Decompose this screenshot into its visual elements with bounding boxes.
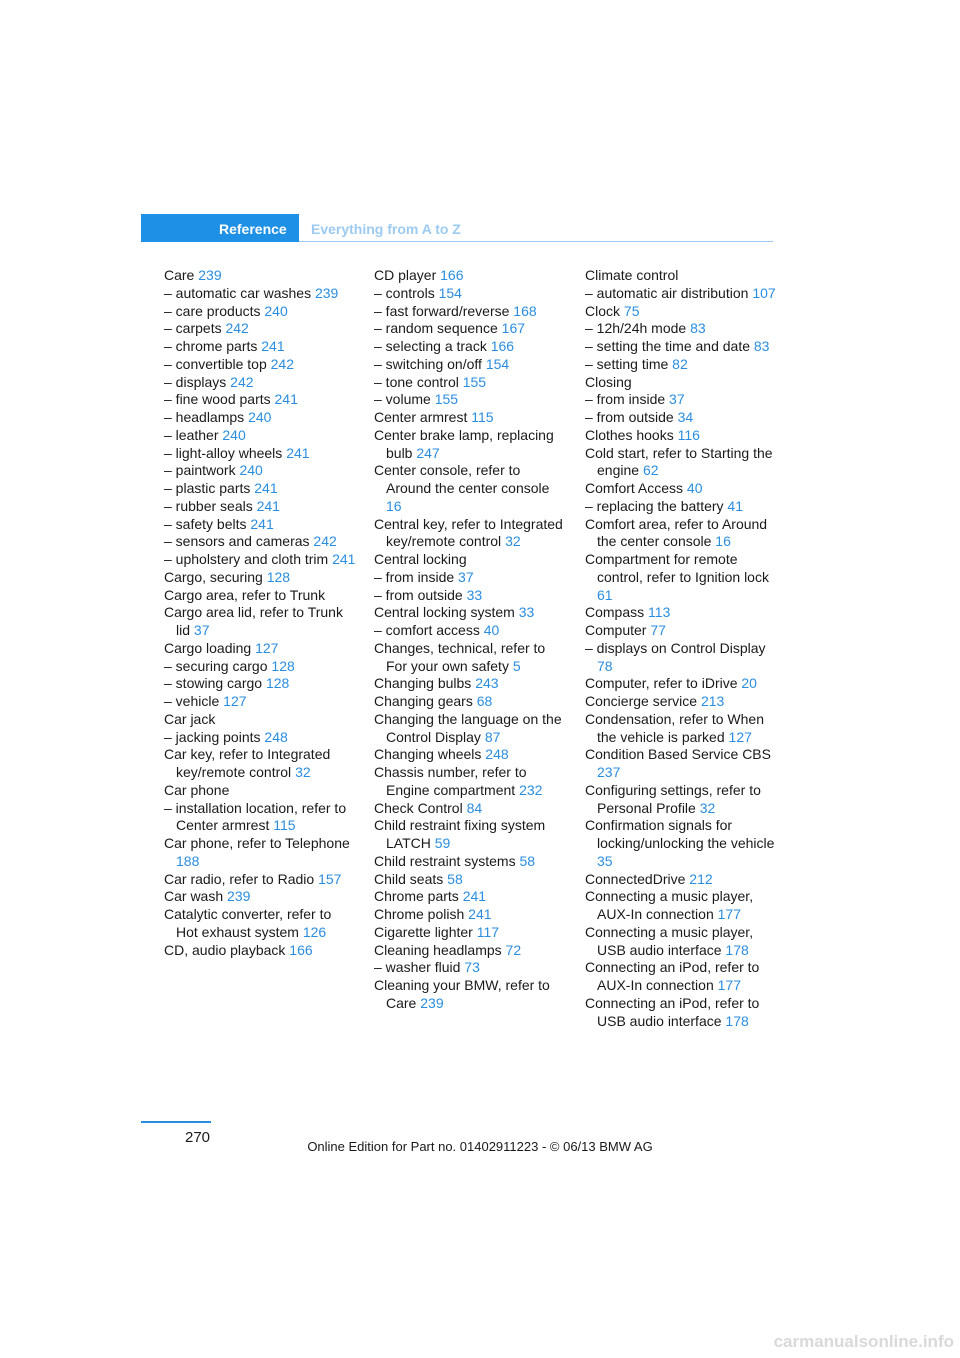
index-term: – automatic air distribution	[585, 284, 749, 301]
index-entry	[374, 942, 566, 960]
index-entry	[374, 853, 566, 871]
header-chapter-title: Everything from A to Z	[311, 221, 461, 237]
page-reference-link[interactable]: 117	[476, 923, 500, 940]
page-reference-link[interactable]: 178	[725, 941, 749, 958]
index-term: Changing gears	[374, 693, 473, 709]
index-entry	[164, 569, 356, 587]
edition-note-text: Online Edition for Part no. 01402911223 - © 06/13 BMW AG	[307, 1139, 653, 1154]
index-term: Child seats	[374, 870, 444, 887]
page-reference-link[interactable]: 243	[475, 675, 499, 692]
index-term: – setting time	[585, 355, 669, 372]
index-term: Clothes hooks	[585, 426, 674, 443]
page-reference-link[interactable]: 242	[225, 320, 249, 337]
index-entry	[164, 338, 356, 356]
page-reference-link[interactable]: 240	[248, 409, 272, 425]
page-reference-link[interactable]: 32	[295, 764, 311, 780]
index-entry	[585, 445, 777, 481]
index-entry	[585, 995, 777, 1031]
index-term: – upholstery and cloth trim	[164, 551, 329, 567]
index-term: – headlamps	[164, 409, 245, 425]
index-term: Check Control	[374, 799, 463, 816]
index-term: – stowing cargo	[164, 675, 263, 692]
page-reference-link[interactable]: 241	[256, 497, 280, 514]
index-entry	[585, 391, 777, 409]
index-entry	[164, 480, 356, 498]
index-term: – vehicle	[164, 693, 220, 709]
index-entry	[374, 320, 566, 338]
page-reference-link[interactable]: 83	[690, 320, 706, 337]
index-entry	[374, 604, 566, 622]
index-entry	[164, 604, 356, 640]
index-term: Central locking	[374, 551, 467, 567]
index-term: Closing	[585, 373, 632, 390]
index-term: Condensation, refer to When the vehicle is parked	[585, 710, 764, 745]
index-entry	[585, 622, 777, 640]
page-reference-link[interactable]: 37	[458, 568, 474, 585]
index-term: – light-alloy wheels	[164, 444, 283, 461]
page-reference-link[interactable]: 247	[416, 444, 440, 461]
index-entry	[374, 267, 566, 285]
page-reference-link[interactable]: 248	[485, 746, 509, 763]
index-term: Clock	[585, 302, 621, 319]
index-term: – securing cargo	[164, 657, 268, 674]
page-reference-link[interactable]: 240	[222, 426, 246, 443]
page-reference-link[interactable]: 62	[642, 462, 659, 479]
index-entry	[585, 303, 777, 321]
page-reference-link[interactable]: 107	[752, 284, 776, 301]
page-reference-link[interactable]: 126	[302, 923, 327, 940]
page-reference-link[interactable]: 83	[753, 338, 770, 354]
page-reference-link[interactable]: 37	[193, 622, 210, 638]
index-term: – setting the time and date	[585, 338, 750, 354]
index-term: Computer, refer to iDrive	[585, 675, 738, 692]
index-term: – leather	[164, 426, 219, 443]
page-reference-link[interactable]: 177	[717, 977, 741, 993]
index-entry	[164, 675, 356, 693]
index-entry	[164, 462, 356, 480]
page-reference-link[interactable]: 239	[198, 267, 222, 283]
index-entry	[164, 391, 356, 409]
index-term: Cleaning headlamps	[374, 941, 502, 958]
index-entry	[585, 498, 777, 516]
page-reference-link[interactable]: 241	[468, 906, 492, 922]
page-reference-link[interactable]: 178	[725, 1012, 749, 1029]
footer-rule	[141, 1121, 211, 1123]
page-reference-link[interactable]: 241	[462, 888, 487, 905]
index-term: Central locking system	[374, 604, 515, 621]
index-term: – rubber seals	[164, 497, 253, 514]
index-entry	[374, 391, 566, 409]
index-entry	[374, 693, 566, 711]
index-entry	[374, 569, 566, 587]
index-term: Comfort Access	[585, 480, 684, 496]
index-entry	[164, 356, 356, 374]
index-entry	[585, 604, 777, 622]
index-entry	[374, 374, 566, 392]
page-reference-link[interactable]: 33	[466, 586, 483, 603]
page-reference-link[interactable]: 241	[286, 444, 310, 461]
index-term: Connecting a music player, USB audio interface	[585, 923, 754, 958]
index-term: – displays	[164, 373, 227, 390]
index-term: Chassis number, refer to Engine compartment	[374, 764, 527, 798]
index-term: – from outside	[374, 586, 463, 603]
page-reference-link[interactable]: 241	[332, 551, 356, 567]
index-entry	[585, 640, 777, 676]
page-reference-link[interactable]: 242	[313, 533, 337, 550]
index-entry	[374, 640, 566, 676]
index-entry	[585, 924, 777, 960]
index-term: – paintwork	[164, 462, 236, 479]
page-reference-link[interactable]: 75	[623, 302, 640, 319]
index-term: Compass	[585, 604, 645, 621]
index-entry	[374, 817, 566, 853]
page-reference-link[interactable]: 168	[513, 302, 537, 319]
index-term: – selecting a track	[374, 338, 487, 354]
index-entry	[164, 746, 356, 782]
index-column-1	[164, 267, 356, 959]
index-entry	[164, 888, 356, 906]
index-entry	[374, 516, 566, 552]
index-term: – jacking points	[164, 728, 261, 745]
index-term: Changing bulbs	[374, 675, 472, 692]
page-reference-link[interactable]: 87	[484, 728, 501, 745]
index-term: Car phone	[164, 781, 230, 798]
index-term: Care	[164, 267, 195, 283]
page-reference-link[interactable]: 155	[462, 373, 487, 390]
index-entry	[585, 746, 777, 782]
index-term: – convertible top	[164, 355, 267, 372]
index-term: – from inside	[374, 568, 455, 585]
index-entry	[164, 587, 356, 605]
index-term: – safety belts	[164, 515, 247, 532]
index-entry	[585, 338, 777, 356]
index-term: Concierge service	[585, 693, 698, 709]
index-entry	[374, 959, 566, 977]
index-term: Cigarette lighter	[374, 923, 473, 940]
index-term: Cold start, refer to Starting the engine	[585, 444, 773, 479]
index-entry	[585, 888, 777, 924]
index-term: Confirmation signals for locking/unlocking the vehicle	[585, 817, 775, 851]
index-term: – volume	[374, 391, 431, 408]
index-term: Child restraint fixing system LATCH	[374, 817, 546, 851]
index-entry	[164, 942, 356, 960]
index-term: – plastic parts	[164, 480, 251, 496]
index-entry	[585, 782, 777, 818]
index-entry	[374, 924, 566, 942]
index-entry	[585, 480, 777, 498]
index-entry	[164, 409, 356, 427]
index-entry	[164, 285, 356, 303]
index-term: – displays on Control Display	[585, 639, 766, 656]
index-entry	[164, 693, 356, 711]
index-entry	[374, 711, 566, 747]
index-term: – installation location, refer to Center armrest	[164, 799, 347, 834]
page-reference-link[interactable]: 68	[476, 693, 493, 709]
index-term: Climate control	[585, 267, 679, 283]
index-entry	[164, 906, 356, 942]
page-reference-link[interactable]: 16	[386, 497, 402, 514]
index-term: – carpets	[164, 320, 222, 337]
page-reference-link[interactable]: 61	[597, 586, 613, 603]
index-term: Chrome polish	[374, 906, 465, 922]
page-reference-link[interactable]: 154	[438, 284, 462, 301]
page-reference-link[interactable]: 155	[434, 391, 459, 408]
page-reference-link[interactable]: 127	[223, 693, 247, 709]
page-reference-link[interactable]: 240	[239, 462, 263, 479]
index-term: – automatic car washes	[164, 284, 312, 301]
page-reference-link[interactable]: 127	[728, 728, 752, 745]
index-entry	[374, 622, 566, 640]
index-column-2	[374, 267, 566, 1013]
page-reference-link[interactable]: 73	[464, 959, 480, 976]
page-reference-link[interactable]: 241	[250, 515, 274, 532]
index-entry	[374, 888, 566, 906]
index-entry	[164, 800, 356, 836]
index-entry	[164, 498, 356, 516]
index-term: – tone control	[374, 373, 459, 390]
index-term: – from outside	[585, 409, 674, 425]
index-term: CD player	[374, 267, 437, 283]
page-reference-link[interactable]: 82	[672, 355, 688, 372]
index-entry	[585, 551, 777, 604]
index-term: Car wash	[164, 888, 224, 905]
index-entry	[585, 374, 777, 392]
index-term: – comfort access	[374, 622, 480, 638]
index-entry	[374, 427, 566, 463]
page-reference-link[interactable]: 241	[254, 480, 278, 496]
page-reference-link[interactable]: 58	[447, 870, 463, 887]
page-reference-link[interactable]: 115	[273, 817, 296, 834]
index-term: Changing the language on the Control Display	[374, 710, 562, 745]
page-reference-link[interactable]: 40	[483, 622, 500, 638]
page-reference-link[interactable]: 40	[686, 480, 703, 496]
index-term: Car key, refer to Integrated key/remote control	[164, 746, 331, 780]
index-term: Connecting an iPod, refer to USB audio interface	[585, 994, 760, 1029]
index-term: Center console, refer to Around the center console	[374, 462, 550, 496]
index-term: Changes, technical, refer to For your own safety	[374, 639, 546, 674]
index-entry	[374, 977, 566, 1013]
page-reference-link[interactable]: 166	[490, 338, 515, 354]
index-entry	[164, 374, 356, 392]
page-reference-link[interactable]: 167	[501, 320, 526, 337]
page-reference-link[interactable]: 157	[318, 870, 342, 887]
index-term: Central key, refer to Integrated key/remote control	[374, 515, 563, 550]
index-entry	[585, 356, 777, 374]
page-reference-link[interactable]: 20	[741, 675, 757, 692]
index-entry	[585, 817, 777, 870]
index-term: Condition Based Service CBS	[585, 746, 771, 763]
index-entry	[374, 356, 566, 374]
page-reference-link[interactable]: 113	[648, 604, 671, 621]
page-reference-link[interactable]: 239	[420, 994, 444, 1011]
index-term: Center armrest	[374, 409, 468, 425]
page-reference-link[interactable]: 188	[176, 852, 200, 869]
index-entry	[164, 835, 356, 871]
index-term: – washer fluid	[374, 959, 461, 976]
page-reference-link[interactable]: 78	[597, 657, 613, 674]
index-entry	[374, 462, 566, 515]
index-entry	[164, 427, 356, 445]
page-reference-link[interactable]: 166	[440, 267, 464, 283]
index-entry	[585, 959, 777, 995]
index-entry	[374, 746, 566, 764]
index-entry	[374, 675, 566, 693]
page-reference-link[interactable]: 72	[505, 941, 522, 958]
index-term: Chrome parts	[374, 888, 459, 905]
page-reference-link[interactable]: 35	[597, 852, 613, 869]
index-entry	[164, 871, 356, 889]
index-entry	[164, 551, 356, 569]
page-reference-link[interactable]: 84	[466, 799, 483, 816]
page-reference-link[interactable]: 242	[270, 355, 294, 372]
index-entry	[164, 516, 356, 534]
page-reference-link[interactable]: 41	[727, 497, 743, 514]
index-entry	[585, 516, 777, 552]
index-entry	[164, 267, 356, 285]
page-reference-link[interactable]: 37	[669, 391, 685, 408]
index-entry	[585, 409, 777, 427]
page-reference-link[interactable]: 32	[699, 799, 716, 816]
header-rule	[299, 241, 773, 242]
index-entry	[374, 800, 566, 818]
index-entry	[585, 711, 777, 747]
index-term: Cargo area, refer to Trunk	[164, 586, 326, 603]
page-reference-link[interactable]: 33	[518, 604, 535, 621]
index-entry	[374, 871, 566, 889]
page-reference-link[interactable]: 232	[519, 781, 543, 798]
page-reference-link[interactable]: 239	[227, 888, 251, 905]
index-term: Car radio, refer to Radio	[164, 870, 315, 887]
index-term: Car phone, refer to Telephone	[164, 835, 350, 851]
index-entry	[374, 764, 566, 800]
page-reference-link[interactable]: 128	[265, 675, 290, 692]
page-reference-link[interactable]: 166	[289, 941, 313, 958]
page-reference-link[interactable]: 241	[274, 391, 298, 408]
page-reference-link[interactable]: 127	[255, 639, 279, 656]
header-section-label: Reference	[219, 221, 287, 237]
page-reference-link[interactable]: 116	[677, 426, 700, 443]
page-reference-link[interactable]: 242	[230, 373, 254, 390]
page-reference-link[interactable]: 154	[485, 355, 510, 372]
page-number: 270	[185, 1129, 211, 1146]
index-entry	[585, 427, 777, 445]
index-term: – switching on/off	[374, 355, 482, 372]
index-term: – random sequence	[374, 320, 498, 337]
page-reference-link[interactable]: 5	[512, 657, 521, 674]
index-entry	[164, 782, 356, 800]
index-entry	[164, 711, 356, 729]
index-entry	[374, 906, 566, 924]
index-entry	[374, 338, 566, 356]
index-term: – sensors and cameras	[164, 533, 310, 550]
page-reference-link[interactable]: 128	[266, 568, 291, 585]
index-term: ConnectedDrive	[585, 870, 686, 887]
index-term: Car jack	[164, 710, 216, 727]
page-reference-link[interactable]: 77	[650, 622, 666, 638]
page-reference-link[interactable]: 239	[314, 284, 339, 301]
index-term: Connecting an iPod, refer to AUX-In connection	[585, 959, 760, 993]
watermark: carmanualsonline.info	[773, 1332, 954, 1351]
index-column-3	[585, 267, 777, 1030]
index-term: Compartment for remote control, refer to Ignition lock	[585, 551, 769, 585]
index-entry	[374, 409, 566, 427]
page-reference-link[interactable]: 241	[261, 338, 285, 354]
page-reference-link[interactable]: 177	[717, 906, 741, 922]
index-term: – care products	[164, 302, 261, 319]
index-entry	[374, 587, 566, 605]
index-entry	[164, 303, 356, 321]
page-reference-link[interactable]: 237	[597, 764, 621, 780]
index-entry	[585, 693, 777, 711]
page-reference-link[interactable]: 212	[689, 870, 713, 887]
index-entry	[585, 320, 777, 338]
index-term: Comfort area, refer to Around the center console	[585, 515, 768, 550]
index-term: – from inside	[585, 391, 666, 408]
index-entry	[374, 551, 566, 569]
index-entry	[164, 320, 356, 338]
page-reference-link[interactable]: 240	[264, 302, 288, 319]
page-reference-link[interactable]: 213	[700, 693, 725, 709]
index-term: – chrome parts	[164, 338, 258, 354]
index-entry	[164, 640, 356, 658]
page-reference-link[interactable]: 58	[519, 852, 536, 869]
edition-note	[0, 1139, 960, 1154]
index-term: CD, audio playback	[164, 941, 286, 958]
index-term: Connecting a music player, AUX-In connection	[585, 888, 754, 922]
index-entry	[164, 729, 356, 747]
page-reference-link[interactable]: 16	[715, 533, 731, 550]
page-reference-link[interactable]: 32	[505, 533, 521, 550]
index-term: – fast forward/reverse	[374, 302, 510, 319]
index-term: Changing wheels	[374, 746, 482, 763]
index-term: Configuring settings, refer to Personal Profile	[585, 781, 761, 816]
index-term: Cargo loading	[164, 639, 252, 656]
index-entry	[164, 533, 356, 551]
index-term: – controls	[374, 284, 435, 301]
index-term: Computer	[585, 622, 647, 638]
index-term: Cargo area lid, refer to Trunk lid	[164, 604, 343, 638]
page-reference-link[interactable]: 128	[271, 657, 295, 674]
index-term: Catalytic converter, refer to Hot exhaust system	[164, 906, 332, 940]
index-term: – 12h/24h mode	[585, 320, 687, 337]
index-entry	[585, 285, 777, 303]
index-term: Center brake lamp, replacing bulb	[374, 426, 554, 461]
index-entry	[585, 267, 777, 285]
index-entry	[164, 658, 356, 676]
index-entry	[585, 871, 777, 889]
index-entry	[164, 445, 356, 463]
index-term: – fine wood parts	[164, 391, 271, 408]
index-entry	[374, 285, 566, 303]
index-term: Cargo, securing	[164, 568, 263, 585]
index-entry	[374, 303, 566, 321]
page-reference-link[interactable]: 115	[471, 409, 494, 425]
page-reference-link[interactable]: 34	[677, 409, 694, 425]
index-entry	[585, 675, 777, 693]
page-reference-link[interactable]: 248	[264, 728, 288, 745]
index-term: – replacing the battery	[585, 497, 724, 514]
index-term: Cleaning your BMW, refer to Care	[374, 977, 550, 1011]
index-term: Child restraint systems	[374, 852, 516, 869]
page-reference-link[interactable]: 59	[434, 835, 451, 851]
